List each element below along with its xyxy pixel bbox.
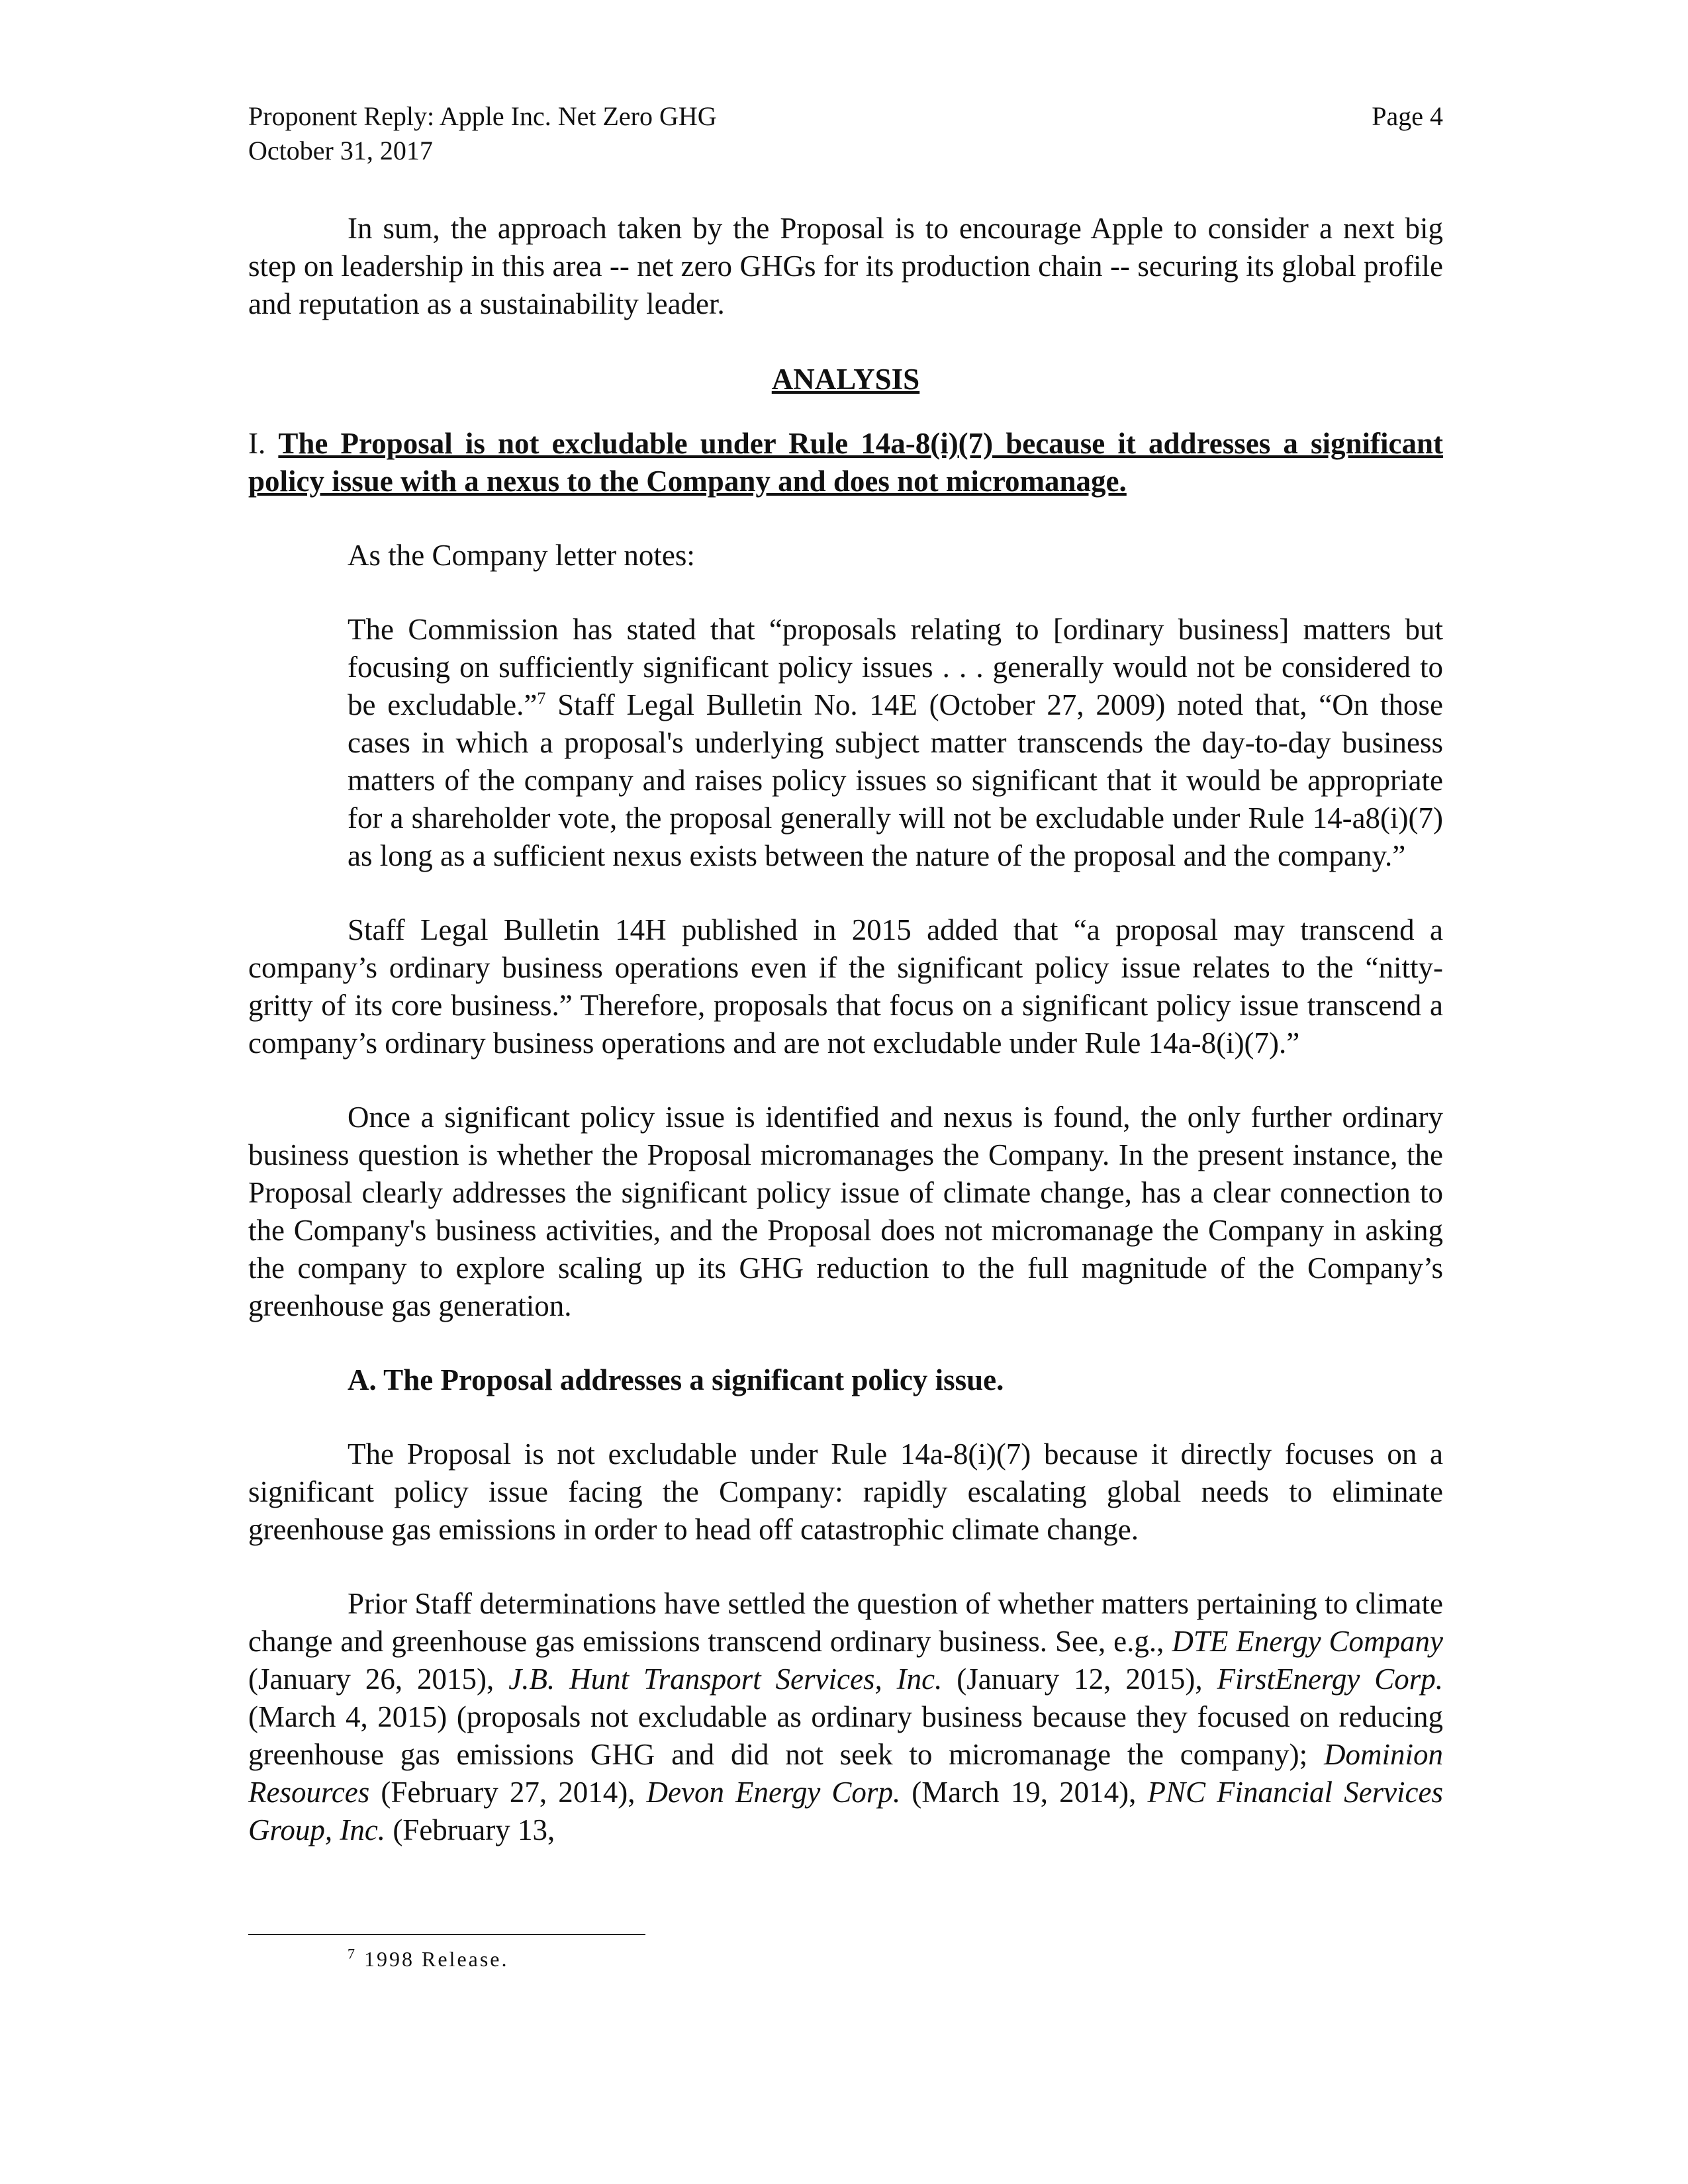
paragraph-in-sum: In sum, the approach taken by the Proposal is to encourage Apple to consider a next big step on leadership in this area -- net zero GHGs for its production chain -- securing its global profile and reputation as a sustainability leader.: [248, 212, 1443, 320]
case-dominion: Dominion Resources: [248, 1738, 1443, 1809]
paragraph-14h: Staff Legal Bulletin 14H published in 2015 added that “a proposal may transcend a company’s ordinary business operations even if the significant policy issue relates to the “nitty-gritty of its core business.” Therefore, proposals that focus on a significant policy issue transcend a company’s ordinary business operations and are not excludable under Rule 14a-8(i)(7).”: [248, 913, 1443, 1060]
paragraph-prior-determinations: [248, 1585, 1443, 1849]
case-dte-energy: DTE Energy Company: [1172, 1625, 1443, 1658]
footnote-reference: 7: [537, 689, 546, 708]
footnote-number: 7: [348, 1945, 357, 1962]
footnote: [348, 1946, 509, 1972]
prior-text-5: (February 27, 2014),: [369, 1776, 647, 1809]
notes-intro: As the Company letter notes:: [348, 539, 695, 572]
prior-text-3: (January 12, 2015): [942, 1662, 1196, 1696]
prior-text-1: Prior Staff determinations have settled the question of whether matters pertaining to climate change and greenhouse gas emissions transcend ordinary business. See, e.g.,: [248, 1587, 1443, 1658]
subheading-a: A. The Proposal addresses a significant policy issue.: [348, 1363, 1004, 1396]
header-page-number: Page 4: [1372, 101, 1443, 131]
prior-text-7: (February 13,: [385, 1813, 555, 1846]
paragraph-not-excludable: The Proposal is not excludable under Rule 14a-8(i)(7) because it directly focuses on a significant policy issue facing the Company: rapidly escalating global needs to eliminate greenhouse gas emissions in order to head off catastrophic climate change.: [248, 1437, 1443, 1546]
block-quote: [348, 611, 1443, 875]
case-firstenergy: , FirstEnergy Corp.: [1195, 1662, 1444, 1696]
prior-text-2: (January 26, 2015),: [248, 1662, 509, 1696]
page-header: [248, 99, 1443, 134]
case-devon: Devon Energy Corp.: [646, 1776, 901, 1809]
footnote-divider: [248, 1934, 645, 1935]
header-date: October 31, 2017: [248, 136, 433, 165]
section-number: I.: [248, 427, 279, 460]
footnote-text: 1998 Release.: [357, 1947, 509, 1971]
analysis-heading: ANALYSIS: [771, 363, 920, 396]
section-title: The Proposal is not excludable under Rule 14a-8(i)(7) because it addresses a significant policy issue with a nexus to the Company and does not micromanage.: [248, 427, 1443, 498]
section-heading-1: [248, 425, 1443, 500]
paragraph-once: Once a significant policy issue is identified and nexus is found, the only further ordinary business question is whether the Proposal micromanages the Company. In the present instance, the Proposal clearly addresses the significant policy issue of climate change, has a clear connection to the Company's business activities, and the Proposal does not micromanage the Company in asking the company to explore scaling up its GHG reduction to the full magnitude of the Company’s greenhouse gas generation.: [248, 1101, 1443, 1322]
quote-part-1: The Commission has stated that “proposals relating to [ordinary business] matters but focusing on sufficiently significant policy issues . . . generally would not be considered to be excludable.”: [348, 613, 1443, 721]
document-page: [248, 99, 1443, 1849]
header-title: Proponent Reply: Apple Inc. Net Zero GHG: [248, 101, 717, 131]
quote-part-2: Staff Legal Bulletin No. 14E (October 27, 2009) noted that, “On those cases in which a proposal's underlying subject matter transcends the day-to-day business matters of the company and raises policy issues so significant that it would be appropriate for a shareholder vote, the proposal generally will not be excludable under Rule 14-a8(i)(7) as long as a sufficient nexus exists between the nature of the proposal and the company.”: [348, 688, 1443, 872]
case-pnc: PNC Financial Services Group, Inc.: [248, 1776, 1444, 1846]
prior-text-4: (March 4, 2015) (proposals not excludable as ordinary business because they focused on reducing greenhouse gas emissions GHG and did not seek to micromanage the company);: [248, 1700, 1443, 1771]
prior-text-6: (March 19, 2014),: [900, 1776, 1148, 1809]
case-jb-hunt: J.B. Hunt Transport Services, Inc.: [508, 1662, 943, 1696]
